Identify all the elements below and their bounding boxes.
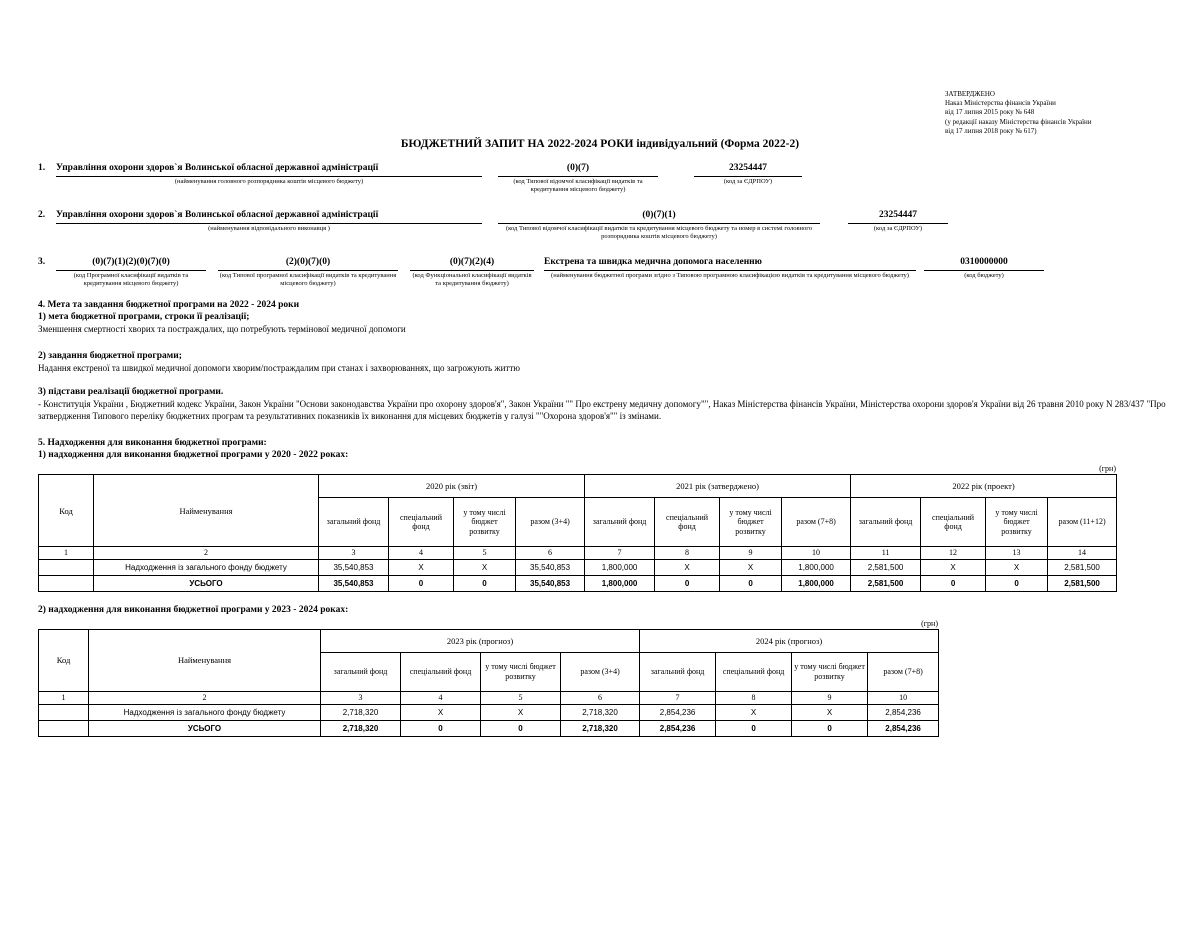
cell-name: УСЬОГО [89, 721, 321, 737]
header-cell: разом (7+8) [782, 498, 851, 547]
section-4-sub2-text: Надання екстреної та швидкої медичної допомоги хворим/постраждалим при станах і захворюваннях, що загрожують життю [38, 362, 521, 373]
cell-code [39, 560, 94, 576]
col-number: 4 [389, 547, 454, 560]
cell-value: 1,800,000 [585, 576, 655, 592]
col-number: 2 [94, 547, 319, 560]
cell-code [39, 721, 89, 737]
section-4-sub1-text: Зменшення смертності хворих та постраждалих, що потребують термінової медичної допомоги [38, 324, 406, 335]
col-number: 6 [561, 692, 640, 705]
cell-value: 0 [720, 576, 782, 592]
col-number: 4 [401, 692, 481, 705]
revenues-table-2023-2024 [38, 629, 939, 737]
approval-line: від 17 липня 2015 року № 648 [945, 108, 1035, 117]
functional-classification-caption: (код Функціональної класифікації видатків та кредитування бюджету) [412, 271, 532, 288]
header-name: Найменування [89, 630, 321, 692]
cell-value: X [401, 705, 481, 721]
functional-classification-field [410, 257, 534, 289]
cell-value: X [720, 560, 782, 576]
revenues-table-2020-2022 [38, 474, 1117, 592]
main-administrator-name: Управління охорони здоров`я Волинської обласної державної адміністрації [56, 163, 482, 177]
col-number: 9 [792, 692, 868, 705]
program-classification-field [56, 257, 206, 289]
col-number: 7 [585, 547, 655, 560]
table-row [39, 475, 1117, 498]
table-row-total [39, 721, 939, 737]
table-row-total [39, 576, 1117, 592]
cell-value: 0 [401, 721, 481, 737]
typical-program-classification-code: (2)(0)(7)(0) [218, 257, 398, 271]
header-cell: у тому числі бюджет розвитку [481, 653, 561, 692]
column-number-row [39, 692, 939, 705]
header-cell: у тому числі бюджет розвитку [454, 498, 516, 547]
year-group-2023: 2023 рік (прогноз) [321, 630, 640, 653]
cell-value: X [986, 560, 1048, 576]
section-1-number: 1. [38, 163, 46, 173]
header-cell: спеціальний фонд [389, 498, 454, 547]
budget-code-caption: (код бюджету) [964, 271, 1004, 279]
cell-code [39, 705, 89, 721]
header-cell: загальний фонд [321, 653, 401, 692]
col-number: 5 [454, 547, 516, 560]
cell-value: X [389, 560, 454, 576]
cell-value: 0 [655, 576, 720, 592]
cell-value: 2,854,236 [868, 705, 939, 721]
edrpou-caption: (код за ЄДРПОУ) [723, 178, 773, 185]
year-group-2020: 2020 рік (звіт) [319, 475, 585, 498]
cell-value: 0 [986, 576, 1048, 592]
cell-value: 1,800,000 [782, 576, 851, 592]
header-cell: загальний фонд [640, 653, 716, 692]
budget-program-name: Екстрена та швидка медична допомога населенню [544, 257, 916, 271]
cell-value: 2,581,500 [1048, 576, 1117, 592]
section-5-heading: 5. Надходження для виконання бюджетної програми: [38, 437, 267, 448]
budget-code: 0310000000 [924, 257, 1044, 271]
cell-value: 1,800,000 [782, 560, 851, 576]
main-administrator-caption: (найменування головного розпорядника коштів місцевого бюджету) [174, 178, 364, 185]
header-cell: у тому числі бюджет розвитку [986, 498, 1048, 547]
cell-value: X [792, 705, 868, 721]
header-cell: загальний фонд [585, 498, 655, 547]
cell-value: 0 [792, 721, 868, 737]
col-number: 3 [321, 692, 401, 705]
approval-line: ЗАТВЕРДЖЕНО [945, 90, 995, 98]
section-4-heading: 4. Мета та завдання бюджетної програми на 2022 - 2024 роки [38, 299, 300, 310]
edrpou-caption-2: (код за ЄДРПОУ) [873, 224, 923, 232]
cell-value: 2,718,320 [561, 705, 640, 721]
approval-block [945, 90, 1092, 136]
cell-value: X [921, 560, 986, 576]
header-cell: спеціальний фонд [655, 498, 720, 547]
cell-value: 0 [454, 576, 516, 592]
section-4-sub1-heading: 1) мета бюджетної програми, строки її реалізації; [38, 312, 250, 323]
header-cell: разом (3+4) [561, 653, 640, 692]
header-code: Код [39, 630, 89, 692]
departmental-classification-code-2: (0)(7)(1) [498, 210, 820, 224]
responsible-executor-name: Управління охорони здоров`я Волинської обласної державної адміністрації [56, 210, 482, 224]
page-title: БЮДЖЕТНИЙ ЗАПИТ НА 2022-2024 РОКИ індивідуальний (Форма 2022-2) [400, 138, 800, 150]
currency-note-2: (грн) [921, 619, 938, 629]
cell-value: 35,540,853 [516, 576, 585, 592]
col-number: 10 [782, 547, 851, 560]
section-1-name-field [56, 163, 482, 186]
cell-value: 0 [921, 576, 986, 592]
cell-value: 2,718,320 [561, 721, 640, 737]
section-1-code-field [498, 163, 658, 195]
section-2-code-field [498, 210, 820, 242]
section-4-sub2-heading: 2) завдання бюджетної програми; [38, 350, 182, 361]
col-number: 10 [868, 692, 939, 705]
currency-note-1: (грн) [1099, 464, 1116, 474]
cell-value: 2,854,236 [640, 721, 716, 737]
departmental-classification-caption: (код Типової відомчої класифікації видатків та кредитування місцевого бюджету) [513, 178, 643, 194]
table-row-general-fund [39, 560, 1117, 576]
header-cell: загальний фонд [319, 498, 389, 547]
edrpou-code-2: 23254447 [848, 210, 948, 224]
budget-program-name-caption: (найменування бюджетної програми згідно з Типовою програмною класифікацією видатків та кредитування місцевого бюджету) [551, 271, 909, 279]
typical-program-classification-caption: (код Типової програмної класифікації видатків та кредитування місцевого бюджету) [219, 271, 397, 288]
header-cell: у тому числі бюджет розвитку [792, 653, 868, 692]
section-5-sub1-heading: 1) надходження для виконання бюджетної програми у 2020 - 2022 роках: [38, 450, 349, 461]
cell-value: X [716, 705, 792, 721]
col-number: 9 [720, 547, 782, 560]
approval-line: від 17 липня 2018 року № 617) [945, 126, 1037, 135]
col-number: 7 [640, 692, 716, 705]
approval-line: Наказ Міністерства фінансів України [945, 99, 1056, 108]
year-group-2024: 2024 рік (прогноз) [640, 630, 939, 653]
col-number: 14 [1048, 547, 1117, 560]
header-code: Код [39, 475, 94, 547]
cell-value: 2,581,500 [1048, 560, 1117, 576]
cell-value: 2,718,320 [321, 705, 401, 721]
cell-value: 2,581,500 [851, 560, 921, 576]
section-2-number: 2. [38, 209, 46, 220]
year-group-2022: 2022 рік (проект) [851, 475, 1117, 498]
col-number: 11 [851, 547, 921, 560]
header-cell: разом (11+12) [1048, 498, 1117, 547]
col-number: 8 [655, 547, 720, 560]
cell-name: Надходження із загального фонду бюджету [94, 560, 319, 576]
departmental-classification-caption-2: (код Типової відомчої класифікації видатків та кредитування місцевого бюджету та номер в системі головного розпорядника коштів місцевого бюджету) [505, 224, 813, 241]
cell-value: X [454, 560, 516, 576]
edrpou-code: 23254447 [694, 163, 802, 177]
col-number: 8 [716, 692, 792, 705]
section-2-edrpou-field [848, 210, 948, 233]
section-3 [38, 257, 1170, 289]
section-4-sub3-text: - Конституція України , Бюджетний кодекс України, Закон України "Основи законодавства України про охорону здоров'я", Закон України "" Про екстрену медичну допомогу"", Наказ Міністерства фінансів України, Міністерства охорони здоров'я України від 26 травня 2010 року N 283/437 "Про затвердження Типового переліку бюджетних програм та результативних показників їх виконання для місцевих бюджетів у галузі ""Охорона здоров'я"" із змінами. [38, 399, 1166, 421]
section-1 [38, 163, 1170, 195]
departmental-classification-code: (0)(7) [498, 163, 658, 177]
cell-value: 0 [481, 721, 561, 737]
cell-name: УСЬОГО [94, 576, 319, 592]
col-number: 2 [89, 692, 321, 705]
responsible-executor-caption: (найменування відповідального виконавця ) [208, 224, 330, 232]
col-number: 1 [39, 547, 94, 560]
section-2-name-field [56, 210, 482, 233]
program-name-field [544, 257, 916, 280]
col-number: 12 [921, 547, 986, 560]
section-5-sub2-heading: 2) надходження для виконання бюджетної програми у 2023 - 2024 роках: [38, 605, 349, 616]
cell-value: 1,800,000 [585, 560, 655, 576]
cell-value: X [481, 705, 561, 721]
cell-value: 35,540,853 [516, 560, 585, 576]
cell-value: X [655, 560, 720, 576]
header-name: Найменування [94, 475, 319, 547]
cell-value: 2,581,500 [851, 576, 921, 592]
header-cell: разом (3+4) [516, 498, 585, 547]
functional-classification-code: (0)(7)(2)(4) [410, 257, 534, 271]
budget-code-field [924, 257, 1044, 280]
cell-value: 0 [716, 721, 792, 737]
table-row [39, 630, 939, 653]
year-group-2021: 2021 рік (затверджено) [585, 475, 851, 498]
cell-value: 2,854,236 [868, 721, 939, 737]
program-classification-caption: (код Програмної класифікації видатків та кредитування місцевого бюджету) [73, 271, 189, 288]
section-3-number: 3. [38, 256, 46, 267]
section-4-sub3-heading: 3) підстави реалізації бюджетної програми. [38, 387, 224, 398]
cell-value: 2,854,236 [640, 705, 716, 721]
cell-code [39, 576, 94, 592]
approval-line: (у редакції наказу Міністерства фінансів України [945, 117, 1092, 126]
section-1-edrpou-field [694, 163, 802, 186]
column-number-row [39, 547, 1117, 560]
col-number: 1 [39, 692, 89, 705]
header-cell: загальний фонд [851, 498, 921, 547]
cell-name: Надходження із загального фонду бюджету [89, 705, 321, 721]
header-cell: спеціальний фонд [921, 498, 986, 547]
header-cell: у тому числі бюджет розвитку [720, 498, 782, 547]
typical-program-classification-field [218, 257, 398, 289]
cell-value: 0 [389, 576, 454, 592]
program-classification-code: (0)(7)(1)(2)(0)(7)(0) [56, 257, 206, 271]
section-2 [38, 210, 1170, 242]
col-number: 5 [481, 692, 561, 705]
header-cell: спеціальний фонд [401, 653, 481, 692]
header-cell: разом (7+8) [868, 653, 939, 692]
header-cell: спеціальний фонд [716, 653, 792, 692]
col-number: 3 [319, 547, 389, 560]
cell-value: 2,718,320 [321, 721, 401, 737]
cell-value: 35,540,853 [319, 560, 389, 576]
col-number: 6 [516, 547, 585, 560]
table-row-general-fund [39, 705, 939, 721]
cell-value: 35,540,853 [319, 576, 389, 592]
col-number: 13 [986, 547, 1048, 560]
